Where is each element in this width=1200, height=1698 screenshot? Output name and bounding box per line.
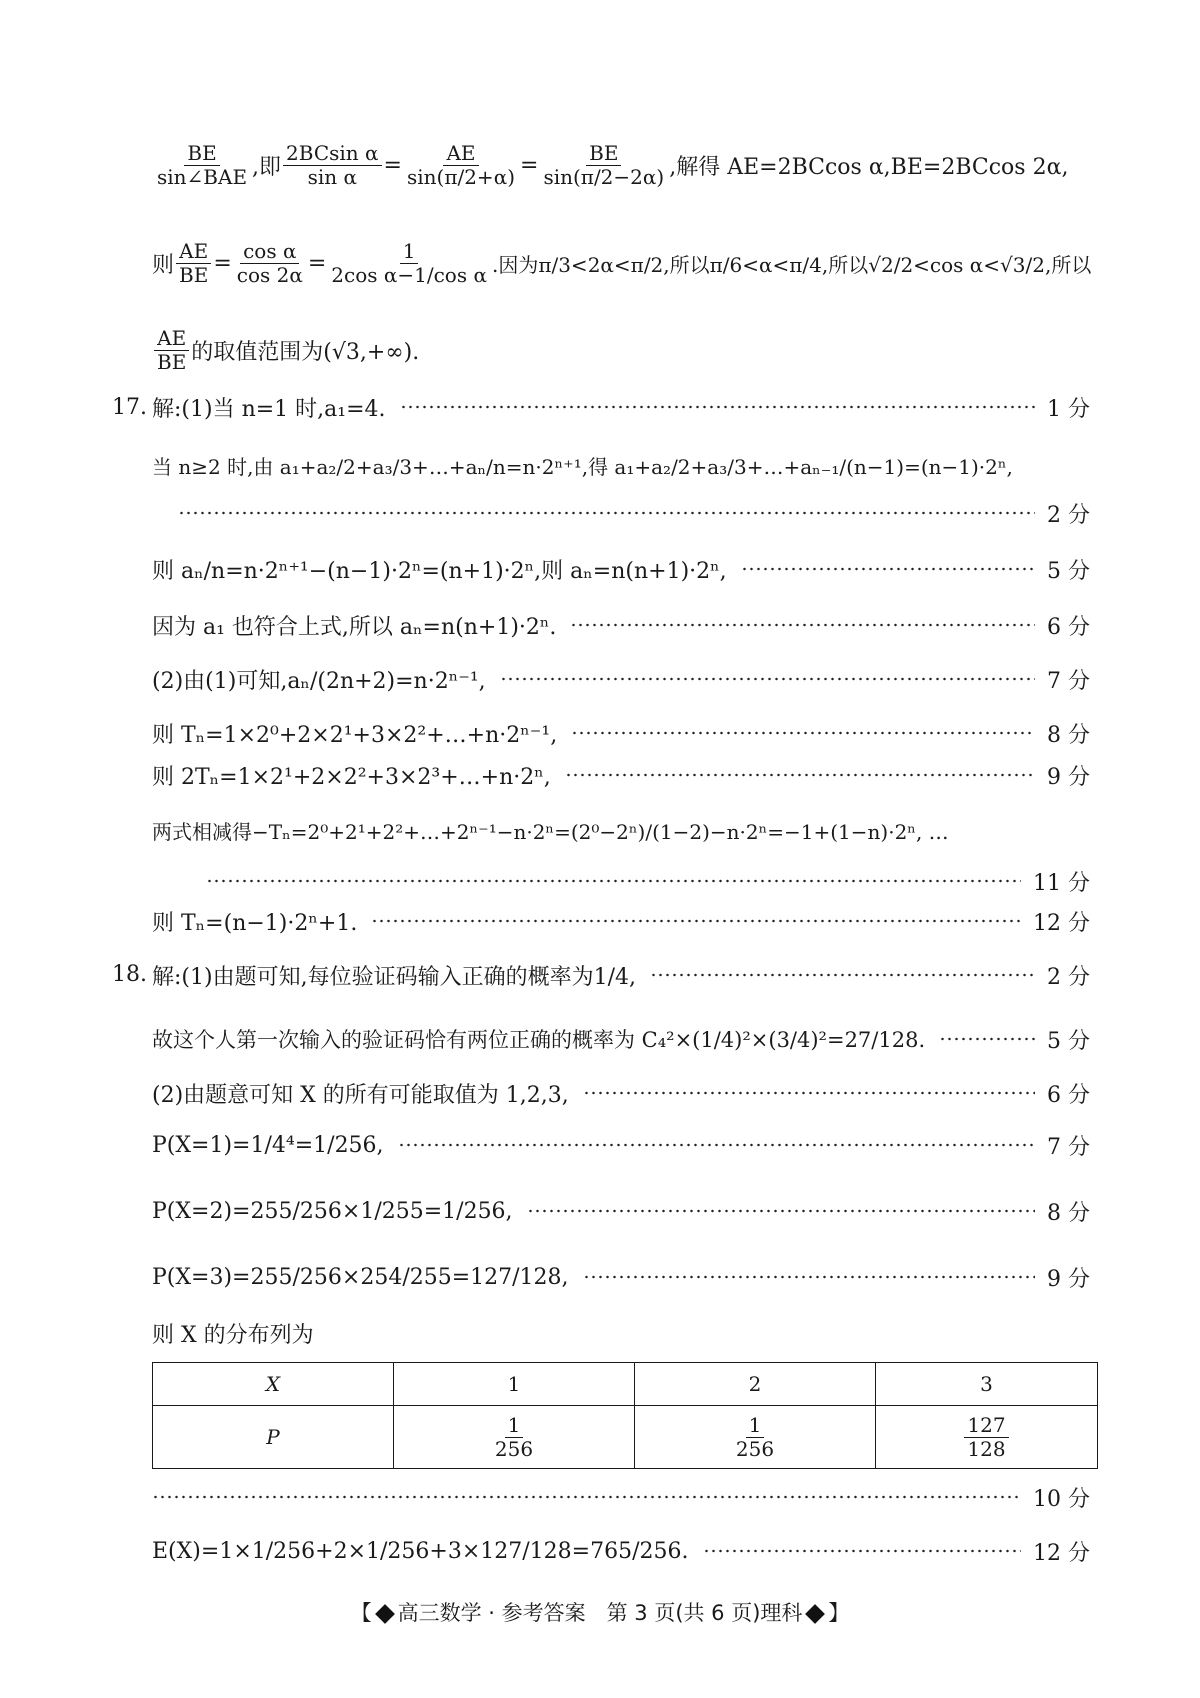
score: 6 分: [1047, 614, 1090, 640]
score: 12 分: [1033, 1540, 1090, 1566]
fraction: $\frac{\text{cos α}}{\cos 2\alpha}$: [236, 238, 303, 287]
q18-line-6: P(X=3)=255/256×254/255=127/128, 9 分: [152, 1252, 1090, 1302]
fraction: $\frac{BE}{\sin(\pi/2-2\alpha)}$: [543, 140, 665, 189]
q17-line-1: 解:(1)当 n=1 时,a₁=4. 1 分: [152, 392, 1090, 422]
table-cell: 2: [635, 1363, 876, 1406]
page-footer: 【 高三数学 · 参考答案 第 3 页(共 6 页)理科 】: [350, 1601, 850, 1625]
q17-line-3: [178, 498, 1090, 528]
q17-line-4: 则 aₙ/n=n·2ⁿ⁺¹−(n−1)·2ⁿ=(n+1)·2ⁿ,则 aₙ=n(n+1)·2ⁿ, 5 分: [152, 546, 1090, 592]
fraction: $\frac{AE}{BE}$: [154, 328, 189, 373]
score: 9 分: [1047, 764, 1090, 790]
cont-line-3: $\frac{AE}{BE}$ 的取值范围为(√3,+∞).: [152, 320, 1090, 380]
score: 2 分: [1047, 502, 1090, 528]
q18-line-3: (2)由题意可知 X 的所有可能取值为 1,2,3, 6 分: [152, 1078, 1090, 1108]
q17-line-9: 两式相减得−Tₙ=2⁰+2¹+2²+…+2ⁿ⁻¹−n·2ⁿ=(2⁰−2ⁿ)/(1−2)−n·2ⁿ=−1+(1−n)·2ⁿ, …: [152, 819, 949, 844]
score: 8 分: [1047, 722, 1090, 748]
fraction: $\frac{BE}{\text{sin∠BAE}}$: [157, 140, 248, 189]
q18-line-4: P(X=1)=1/4⁴=1/256, 7 分: [152, 1120, 1090, 1170]
q18-after-table: [152, 1482, 1090, 1512]
score: 9 分: [1047, 1266, 1090, 1292]
q17-line-10: [206, 866, 1090, 896]
q17-line-11: 则 Tₙ=(n−1)·2ⁿ+1. 12 分: [152, 906, 1090, 936]
score: 2 分: [1047, 964, 1090, 990]
table-row: [153, 1363, 1098, 1406]
footer-text: 高三数学 · 参考答案 第 3 页(共 6 页)理科: [397, 1601, 803, 1625]
fraction: $\frac{AE}{BE}$: [176, 241, 211, 286]
problem-number: 18.: [112, 962, 147, 987]
score: 5 分: [1047, 558, 1090, 584]
cont-line-1: $\frac{BE}{\text{sin∠BAE}}$ ,即 $\frac{\text{2BCsin α}}{\text{sin α}}$ = $\frac{AE}{\sin(\pi/2+\alpha)}$ = $\frac{BE}{\sin(\pi/2-2\alpha)}$ ,解得 AE=2BCcos α,BE=2BCcos 2α,: [152, 120, 1090, 210]
cont-line-2: 则 $\frac{AE}{BE}$ = $\frac{\text{cos α}}{\cos 2\alpha}$ = $\frac{1}{\text{2cos α−1/cos α}}$ .因为π/3<2α<π/2,所以π/6<α<π/4,所以√2/2<cos α<√3/2,所以: [152, 238, 1092, 287]
score: 10 分: [1033, 1486, 1090, 1512]
table-cell: $\frac{1}{256}$: [635, 1406, 876, 1469]
table-row: [153, 1406, 1098, 1469]
diamond-icon: [375, 1604, 395, 1624]
fraction: $\frac{AE}{\sin(\pi/2+\alpha)}$: [406, 140, 516, 189]
score: 5 分: [1047, 1028, 1090, 1054]
q17-line-5: 因为 a₁ 也符合上式,所以 aₙ=n(n+1)·2ⁿ. 6 分: [152, 610, 1090, 640]
fraction: $\frac{1}{\text{2cos α−1/cos α}}$: [331, 238, 487, 287]
q18-expectation: E(X)=1×1/256+2×1/256+3×127/128=765/256. 12 分: [152, 1526, 1090, 1576]
score: 6 分: [1047, 1082, 1090, 1108]
q18-line-7: 则 X 的分布列为: [152, 1322, 314, 1348]
score: 8 分: [1047, 1200, 1090, 1226]
table-cell: P: [153, 1406, 394, 1469]
diamond-icon: [806, 1604, 826, 1624]
q18-line-2: 故这个人第一次输入的验证码恰有两位正确的概率为 C₄²×(1/4)²×(3/4)²=27/128. 5 分: [152, 1014, 1090, 1064]
table-cell: $\frac{127}{128}$: [876, 1406, 1098, 1469]
q18-line-5: P(X=2)=255/256×1/255=1/256, 8 分: [152, 1186, 1090, 1236]
table-cell: 1: [394, 1363, 635, 1406]
score: 7 分: [1047, 1134, 1090, 1160]
q17-line-2: 当 n≥2 时,由 a₁+a₂/2+a₃/3+…+aₙ/n=n·2ⁿ⁺¹,得 a₁+a₂/2+a₃/3+…+aₙ₋₁/(n−1)=(n−1)·2ⁿ,: [152, 454, 1013, 479]
q17-line-8: 则 2Tₙ=1×2¹+2×2²+3×2³+…+n·2ⁿ, 9 分: [152, 760, 1090, 790]
q17-line-6: (2)由(1)可知,aₙ/(2n+2)=n·2ⁿ⁻¹, 7 分: [152, 656, 1090, 702]
table-cell: X: [153, 1363, 394, 1406]
table-cell: 3: [876, 1363, 1098, 1406]
problem-number: 17.: [112, 395, 147, 420]
score: 12 分: [1033, 910, 1090, 936]
score: 7 分: [1047, 668, 1090, 694]
score: 11 分: [1033, 870, 1090, 896]
fraction: $\frac{\text{2BCsin α}}{\text{sin α}}$: [283, 143, 382, 188]
q18-line-1: 解:(1)由题可知,每位验证码输入正确的概率为1/4, 2 分: [152, 950, 1090, 1000]
table-cell: $\frac{1}{256}$: [394, 1406, 635, 1469]
score: 1 分: [1047, 396, 1090, 422]
distribution-table: [152, 1362, 1098, 1469]
q17-line-7: 则 Tₙ=1×2⁰+2×2¹+3×2²+…+n·2ⁿ⁻¹, 8 分: [152, 718, 1090, 748]
